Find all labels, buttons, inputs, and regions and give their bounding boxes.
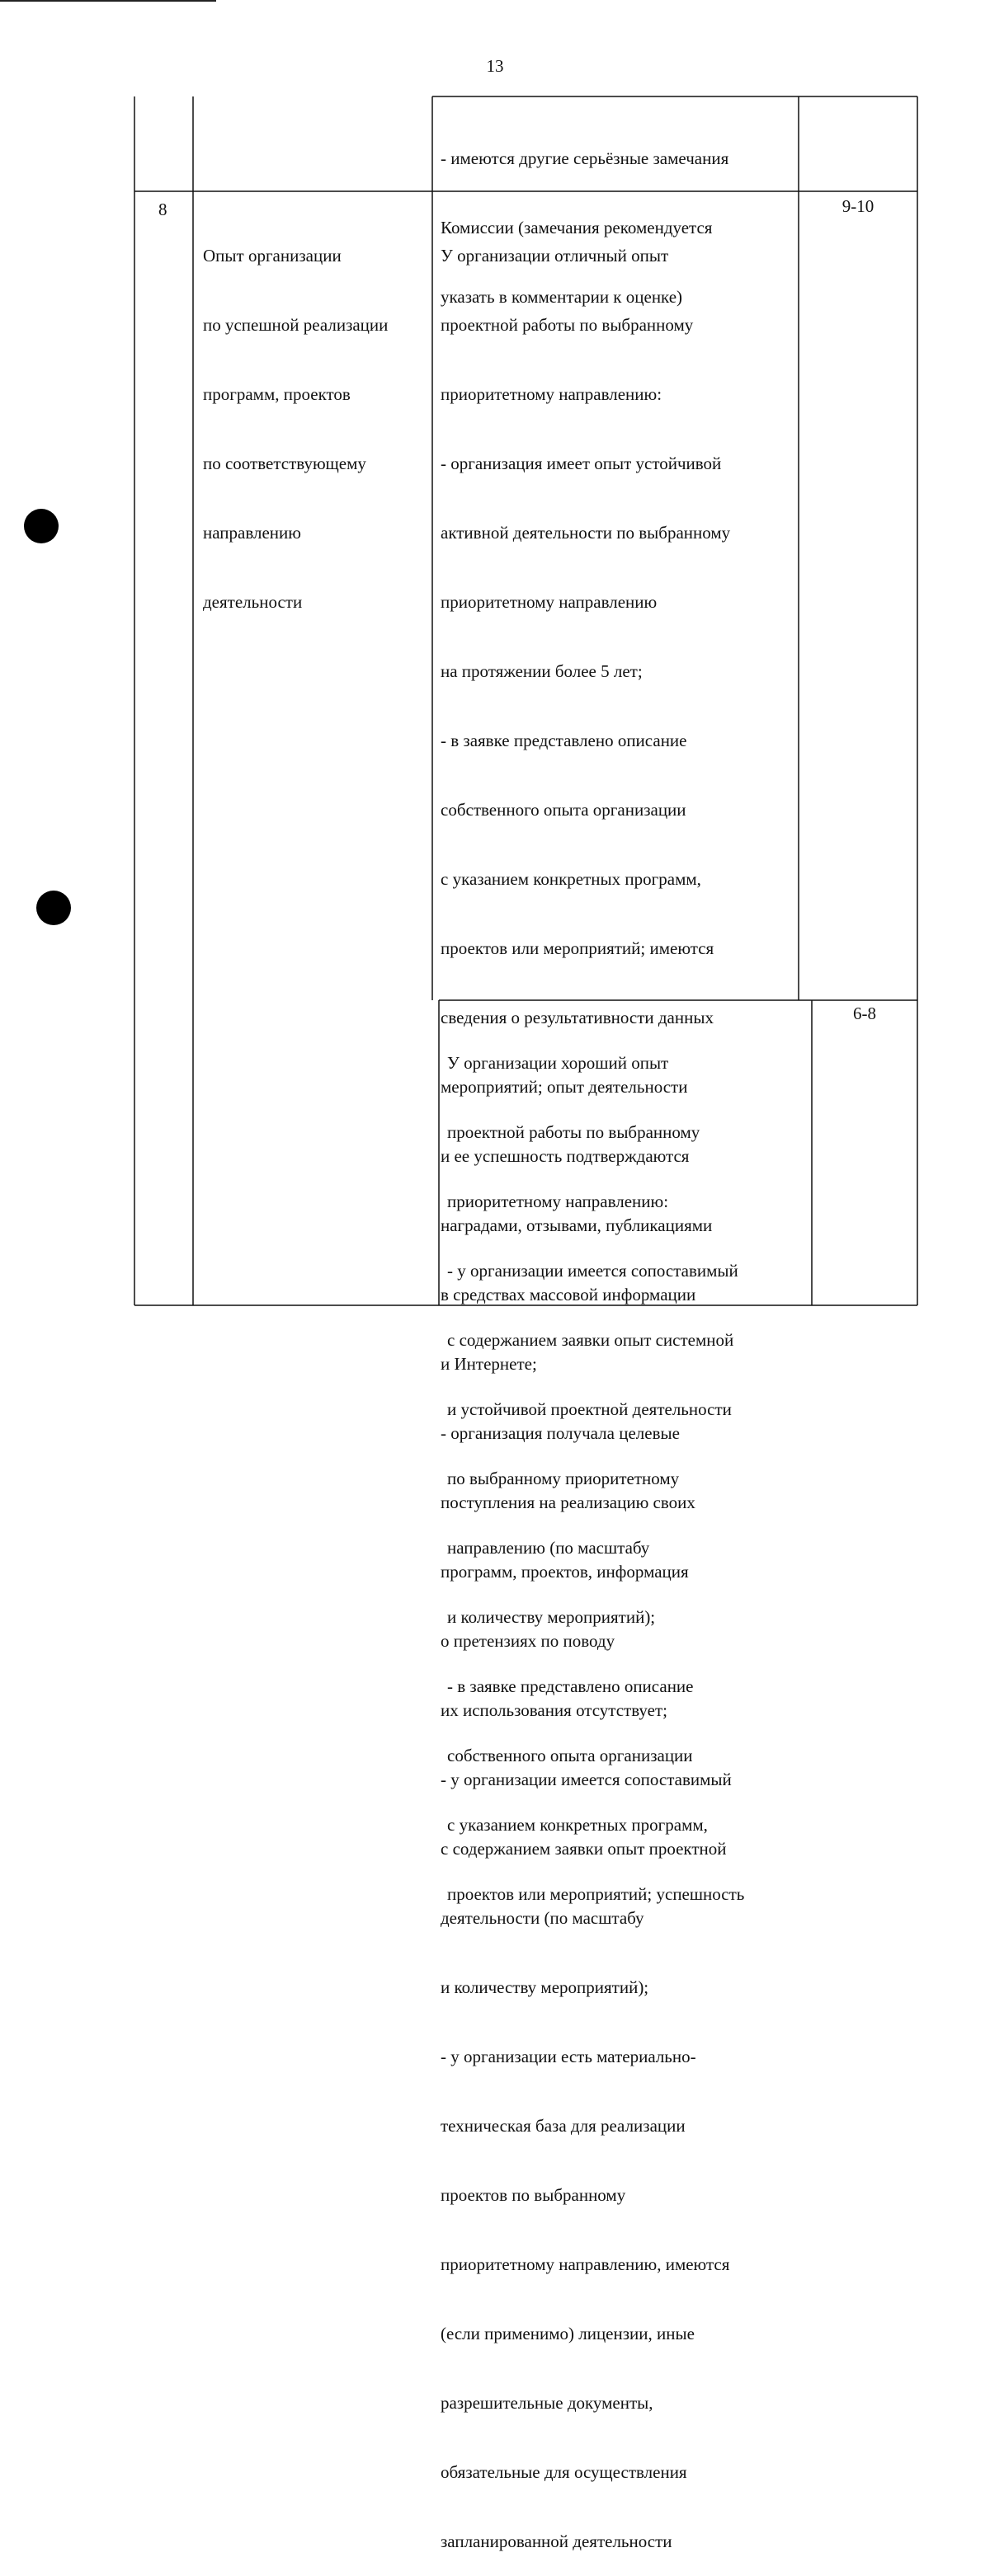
description-line: - в заявке представлено описание bbox=[447, 1676, 694, 1696]
description-line: их использования отсутствует; bbox=[441, 1700, 667, 1720]
description-line: - организация получала целевые bbox=[441, 1423, 680, 1443]
description-line: - у организации есть материально- bbox=[441, 2047, 696, 2066]
description-line: разрешительные документы, bbox=[441, 2393, 653, 2413]
description-line: с указанием конкретных программ, bbox=[441, 869, 701, 889]
description-line: программ, проектов, информация bbox=[441, 1562, 689, 1582]
description-line: приоритетному направлению, имеются bbox=[441, 2254, 730, 2274]
description-line: обязательные для осуществления bbox=[441, 2462, 687, 2482]
top-fragment-line: Комиссии (замечания рекомендуется bbox=[441, 218, 713, 237]
description-line: собственного опыта организации bbox=[447, 1746, 693, 1765]
score-excellent: 9-10 bbox=[842, 196, 874, 216]
description-line: проектов или мероприятий; успешность bbox=[447, 1884, 745, 1904]
description-line: У организации хороший опыт bbox=[447, 1053, 669, 1073]
punch-hole-upper bbox=[24, 509, 59, 543]
description-line: собственного опыта организации bbox=[441, 800, 686, 820]
page-number: 13 bbox=[486, 56, 504, 76]
description-line: и устойчивой проектной деятельности bbox=[447, 1399, 732, 1419]
criterion-line: Опыт организации bbox=[203, 246, 342, 266]
description-line: - организация имеет опыт устойчивой bbox=[441, 454, 722, 473]
description-line: и Интернете; bbox=[441, 1354, 537, 1374]
row-number: 8 bbox=[158, 200, 167, 219]
description-line: - у организации имеется сопоставимый bbox=[441, 1770, 732, 1789]
description-line: - в заявке представлено описание bbox=[441, 731, 687, 750]
description-line: (если применимо) лицензии, иные bbox=[441, 2324, 695, 2343]
description-line: запланированной деятельности bbox=[441, 2531, 672, 2551]
criterion-cell bbox=[203, 198, 388, 637]
description-line: с содержанием заявки опыт системной bbox=[447, 1330, 734, 1350]
description-line: проектной работы по выбранному bbox=[441, 315, 694, 335]
level-good-description bbox=[447, 1005, 744, 1929]
description-line: о претензиях по поводу bbox=[441, 1631, 615, 1651]
description-line: приоритетному направлению: bbox=[441, 384, 662, 404]
criterion-line: по соответствующему bbox=[203, 454, 366, 473]
description-line: с содержанием заявки опыт проектной bbox=[441, 1839, 727, 1859]
description-line: приоритетному направлению: bbox=[447, 1192, 669, 1211]
description-line: поступления на реализацию своих bbox=[441, 1492, 695, 1512]
description-line: с указанием конкретных программ, bbox=[447, 1815, 708, 1835]
punch-hole-lower bbox=[36, 891, 71, 925]
description-line: приоритетному направлению bbox=[441, 592, 658, 612]
criterion-line: направлению bbox=[203, 523, 301, 543]
description-line: деятельности (по масштабу bbox=[441, 1908, 644, 1928]
description-line: направлению (по масштабу bbox=[447, 1538, 650, 1558]
score-good: 6-8 bbox=[853, 1004, 876, 1023]
top-fragment-line: указать в комментарии к оценке) bbox=[441, 287, 683, 307]
description-line: сведения о результативности данных bbox=[441, 1008, 714, 1027]
description-line: и количеству мероприятий); bbox=[447, 1607, 656, 1627]
description-line: по выбранному приоритетному bbox=[447, 1469, 680, 1488]
description-line: мероприятий; опыт деятельности bbox=[441, 1077, 688, 1097]
description-line: техническая база для реализации bbox=[441, 2116, 686, 2136]
description-line: проектной работы по выбранному bbox=[447, 1122, 700, 1142]
criterion-line: деятельности bbox=[203, 592, 303, 612]
description-line: У организации отличный опыт bbox=[441, 246, 669, 266]
top-fragment-line: - имеются другие серьёзные замечания bbox=[441, 148, 729, 168]
criterion-line: по успешной реализации bbox=[203, 315, 389, 335]
description-line: и количеству мероприятий); bbox=[441, 1977, 649, 1997]
criterion-line: программ, проектов bbox=[203, 384, 351, 404]
scan-edge bbox=[0, 0, 216, 2]
description-line: в средствах массовой информации bbox=[441, 1285, 696, 1304]
description-line: на протяжении более 5 лет; bbox=[441, 661, 643, 681]
description-line: и ее успешность подтверждаются bbox=[441, 1146, 690, 1166]
description-line: - у организации имеется сопоставимый bbox=[447, 1261, 738, 1281]
description-line: активной деятельности по выбранному bbox=[441, 523, 731, 543]
description-line: проектов или мероприятий; имеются bbox=[441, 938, 714, 958]
description-line: наградами, отзывами, публикациями bbox=[441, 1215, 713, 1235]
description-line: проектов по выбранному bbox=[441, 2185, 626, 2205]
